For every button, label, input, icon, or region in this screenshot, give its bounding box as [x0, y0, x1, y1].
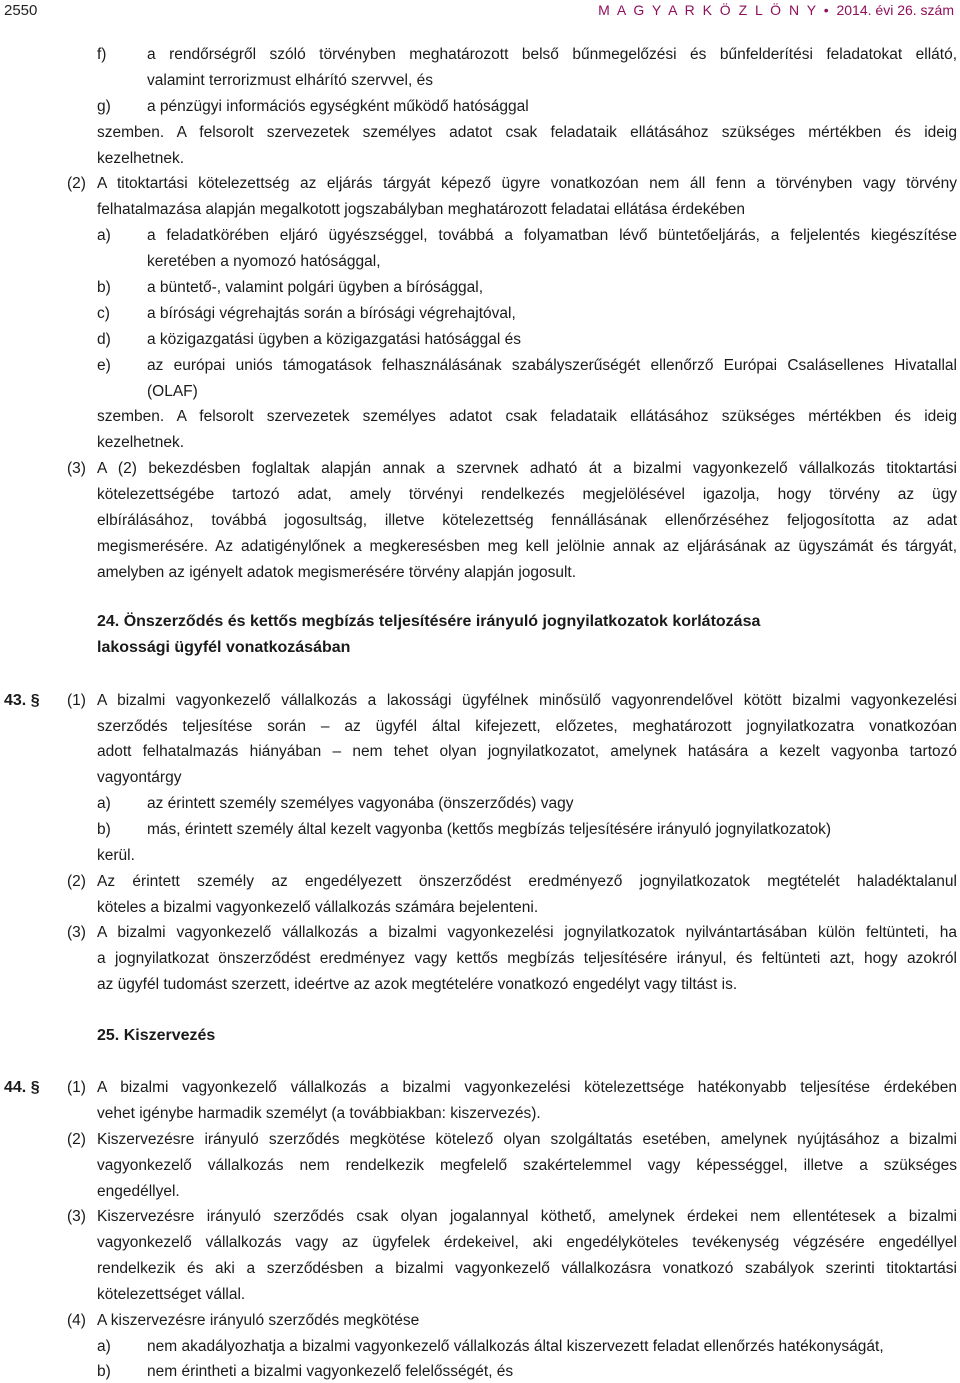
text-line: vagyonkezelő vállalkozás nem rendelkezik megfelelő szakértelemmel vagy képességgel, illetve a szükséges [97, 1157, 957, 1174]
list-marker: b) [97, 821, 111, 838]
text-line: (OLAF) [147, 383, 198, 400]
paragraph-number: (1) [67, 1079, 86, 1096]
section-heading: 24. Önszerződés és kettős megbízás teljesítésére irányuló jognyilatkozatok korlátozása [97, 613, 761, 630]
text-line: vagyonkezelő vállalkozás vagy az ügyfelek érdekeivel, aki engedélyköteles tevékenység végzésére engedéllyel [97, 1234, 957, 1251]
list-marker: a) [97, 227, 111, 244]
text-line: a büntető-, valamint polgári ügyben a bírósággal, [147, 279, 484, 296]
paragraph-number: (2) [67, 1131, 86, 1148]
list-marker: b) [97, 1363, 111, 1380]
text-line: felhatalmazása alapján megalkotott jogszabályban meghatározott feladatai ellátása érdekében [97, 201, 745, 218]
paragraph-number: (3) [67, 1208, 86, 1225]
list-marker: e) [97, 357, 111, 374]
page-number: 2550 [4, 2, 38, 19]
text-line: az érintett személy személyes vagyonába (önszerződés) vagy [147, 795, 574, 812]
text-line: vagyontárgy [97, 769, 182, 786]
section-number: 43. § [4, 692, 40, 709]
text-line: szemben. A felsorolt szervezetek személyes adatot csak feladataik ellátásához szükséges mértékben és ideig [97, 124, 957, 141]
text-line: Az érintett személy az engedélyezett önszerződést eredményező jognyilatkozatok megtételét haladéktalanul [97, 873, 957, 890]
text-line: A kiszervezésre irányuló szerződés megkötése [97, 1312, 420, 1329]
text-line: kezelhetnek. [97, 150, 185, 167]
text-line: a közigazgatási ügyben a közigazgatási hatósággal és [147, 331, 521, 348]
paragraph-number: (3) [67, 460, 86, 477]
text-line: más, érintett személy által kezelt vagyonba (kettős megbízás teljesítésére irányuló jognyilatkozatok) [147, 821, 832, 838]
text-line: adott felhatalmazás hiányában – nem tehet olyan jognyilatkozatot, amelynek hatására a kezelt vagyonba tartozó [97, 743, 957, 760]
text-line: amelyben az igényelt adatok megismerésére törvény alapján jogosult. [97, 564, 577, 581]
text-line: valamint terrorizmust elhárító szervvel, és [147, 72, 433, 89]
text-line: kötelezettséget vállal. [97, 1286, 246, 1303]
text-line: a rendőrségről szóló törvényben meghatározott belső bűnmegelőzési és bűnfelderítési feladatokat ellátó, [147, 46, 957, 63]
paragraph-number: (4) [67, 1312, 86, 1329]
paragraph-number: (3) [67, 924, 86, 941]
paragraph-number: (2) [67, 873, 86, 890]
list-marker: f) [97, 46, 107, 63]
text-line: rendelkezik és aki a szerződésben a bizalmi vagyonkezelő vállalkozásra vonatkozó szabályok szerinti titoktartási [97, 1260, 957, 1277]
list-marker: b) [97, 279, 111, 296]
text-line: kerül. [97, 847, 135, 864]
text-line: Kiszervezésre irányuló szerződés megkötése kötelező olyan szolgáltatás esetében, amelynek nyújtásához a bizalmi [97, 1131, 957, 1148]
list-marker: g) [97, 98, 111, 115]
list-marker: a) [97, 1338, 111, 1355]
list-marker: a) [97, 795, 111, 812]
text-line: nem akadályozhatja a bizalmi vagyonkezelő vállalkozás által kiszervezett feladat ellenőrzés hatékonyságát, [147, 1338, 884, 1355]
text-line: a bírósági végrehajtás során a bírósági végrehajtóval, [147, 305, 516, 322]
section-number: 44. § [4, 1079, 40, 1096]
text-line: a pénzügyi információs egységként működő hatósággal [147, 98, 529, 115]
text-line: az európai uniós támogatások felhasználásának szabályszerűségét ellenőrző Európai Csalásellenes Hivatallal [147, 357, 957, 374]
text-line: elbírálásához, továbbá jogosultság, illetve kötelezettség fennállásának ellenőrzéséhez feljogosította az adat [97, 512, 957, 529]
text-line: köteles a bizalmi vagyonkezelő vállalkozás számára bejelenteni. [97, 899, 539, 916]
list-marker: d) [97, 331, 111, 348]
text-line: kötelezettségébe tartozó adat, amely törvényi rendelkezés megjelölésével igazolja, hogy törvény az ügy [97, 486, 957, 503]
text-line: Kiszervezésre irányuló szerződés csak olyan jogalannyal köthető, amelynek érdekei nem ellentétesek a bizalmi [97, 1208, 957, 1225]
text-line: vehet igénybe harmadik személyt (a továbbiakban: kiszervezés). [97, 1105, 541, 1122]
issue-date: 2014. évi 26. szám [836, 2, 954, 18]
text-line: A (2) bekezdésben foglaltak alapján annak a szervnek adható át a bizalmi vagyonkezelő vállalkozás titoktartási [97, 460, 957, 477]
text-line: az ügyfél tudomást szerzett, ideértve az azok megtételére vonatkozó engedélyt vagy tiltást is. [97, 976, 738, 993]
paragraph-number: (2) [67, 175, 86, 192]
header-bullet: • [823, 2, 831, 18]
text-line: szerződés teljesítése során – az ügyfél által kifejezett, előzetes, meghatározott jognyilatkozatra vonatkozóan [97, 718, 957, 735]
text-line: kezelhetnek. [97, 434, 185, 451]
text-line: keretében a nyomozó hatósággal, [147, 253, 381, 270]
text-line: megismerésére. Az adatigénylőnek a megkeresésben meg kell jelölnie annak az eljárásának az ügyszámát és tárgyát, [97, 538, 957, 555]
running-header [598, 2, 954, 18]
text-line: a feladatkörében eljáró ügyészséggel, továbbá a folyamatban lévő büntetőeljárás, a feljelentés kiegészítése [147, 227, 957, 244]
text-line: A bizalmi vagyonkezelő vállalkozás a bizalmi vagyonkezelési jognyilatkozatok nyilvántartásában külön feltünteti, ha [97, 924, 957, 941]
text-line: a jognyilatkozat önszerződést eredményez vagy kettős megbízás teljesítésére irányul, és feltünteti azt, hogy azokról [97, 950, 957, 967]
text-line: engedéllyel. [97, 1183, 180, 1200]
list-marker: c) [97, 305, 110, 322]
paragraph-number: (1) [67, 692, 86, 709]
text-line: A bizalmi vagyonkezelő vállalkozás a bizalmi vagyonkezelési kötelezettsége hatékonyabb teljesítése érdekében [97, 1079, 957, 1096]
text-line: nem érintheti a bizalmi vagyonkezelő felelősségét, és [147, 1363, 514, 1380]
text-line: szemben. A felsorolt szervezetek személyes adatot csak feladataik ellátásához szükséges mértékben és ideig [97, 408, 957, 425]
section-heading: 25. Kiszervezés [97, 1027, 216, 1044]
text-line: A bizalmi vagyonkezelő vállalkozás a lakossági ügyfélnek minősülő vagyonrendelővel kötött bizalmi vagyonkezelési [97, 692, 957, 709]
section-heading: lakossági ügyfél vonatkozásában [97, 639, 351, 656]
text-line: A titoktartási kötelezettség az eljárás tárgyát képező ügyre vonatkozóan nem áll fenn a törvényben vagy törvény [97, 175, 957, 192]
journal-title: M A G Y A R K Ö Z L Ö N Y [598, 2, 818, 18]
